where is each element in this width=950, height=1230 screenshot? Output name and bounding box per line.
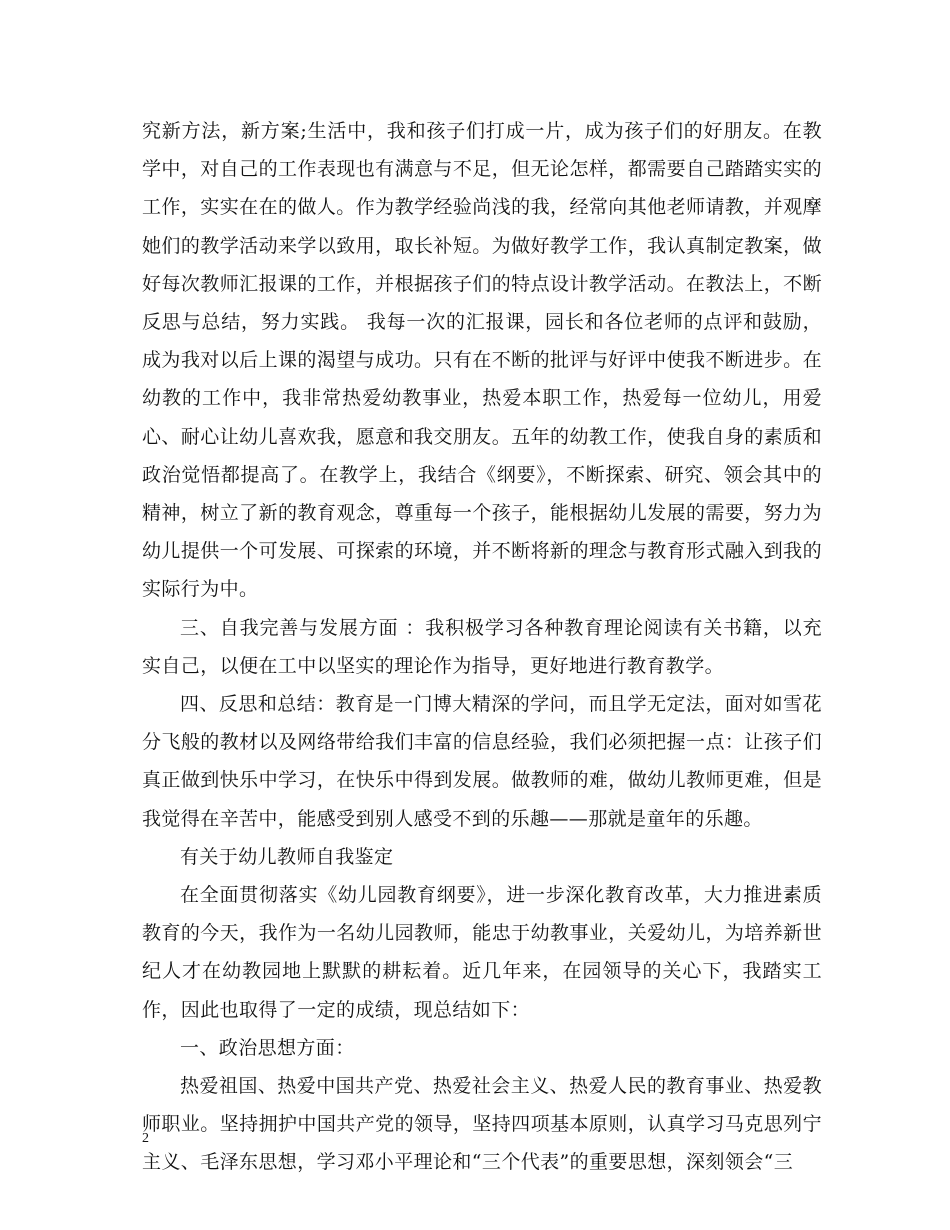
paragraph-continuation: 究新方法，新方案;生活中，我和孩子们打成一片，成为孩子们的好朋友。在教学中，对自己的工作表现也有满意与不足，但无论怎样，都需要自己踏踏实实的工作，实实在在的做人。作为教学经验尚浅的我，经常向其他老师请教，并观摩她们的教学活动来学以致用，取长补短。为做好教学工作，我认真制定教案，做好每次教师汇报课的工作，并根据孩子们的特点设计教学活动。在教法上，不断反思与总结，努力实践。 我每一次的汇报课，园长和各位老师的点评和鼓励， 成为我对以后上课的渴望与成功。只有在不断的批评与好评中使我不断进步。在幼教的工作中，我非常热爱幼教事业，热爱本职工作，热爱每一位幼儿，用爱心、耐心让幼儿喜欢我，愿意和我交朋友。五年的幼教工作，使我自身的素质和政治觉悟都提高了。在教学上，我结合《纲要》，不断探索、研究、领会其中的精神，树立了新的教育观念，尊重每一个孩子，能根据幼儿发展的需要，努力为幼儿提供一个可发展、可探索的环境，并不断将新的理念与教育形式融入到我的实际行为中。 <box>142 120 822 601</box>
section-heading: 有关于幼儿教师自我鉴定 <box>180 845 394 868</box>
paragraph-introduction: 在全面贯彻落实《幼儿园教育纲要》，进一步深化教育改革，大力推进素质教育的今天，我作为一名幼儿园教师，能忠于幼教事业，关爱幼儿，为培养新世纪人才在幼教园地上默默的耕耘着。近几年来，在园领导的关心下，我踏实工作，因此也取得了一定的成绩，现总结如下： <box>142 884 822 1021</box>
paragraph-political-content: 热爱祖国、热爱中国共产党、热爱社会主义、热爱人民的教育事业、热爱教师职业。坚持拥护中国共产党的领导，坚持四项基本原则，认真学习马克思列宁主义、毛泽东思想，学习邓小平理论和“三个代表”的重要思想，深刻领会“三 <box>142 1075 822 1174</box>
paragraph-reflection-summary: 四、反思和总结：教育是一门博大精深的学问，而且学无定法，面对如雪花分飞般的教材以及网络带给我们丰富的信息经验，我们必须把握一点：让孩子们真正做到快乐中学习，在快乐中得到发展。做教师的难，做幼儿教师更难，但是我觉得在辛苦中，能感受到别人感受不到的乐趣——那就是童年的乐趣。 <box>142 693 822 830</box>
paragraph-self-improvement: 三、自我完善与发展方面 ：我积极学习各种教育理论阅读有关书籍，以充实自己，以便在工中以坚实的理论作为指导，更好地进行教育教学。 <box>142 616 822 677</box>
page-number: 2 <box>142 1131 149 1146</box>
paragraph-political-heading: 一、政治思想方面： <box>180 1036 355 1059</box>
document-body <box>142 112 822 1182</box>
